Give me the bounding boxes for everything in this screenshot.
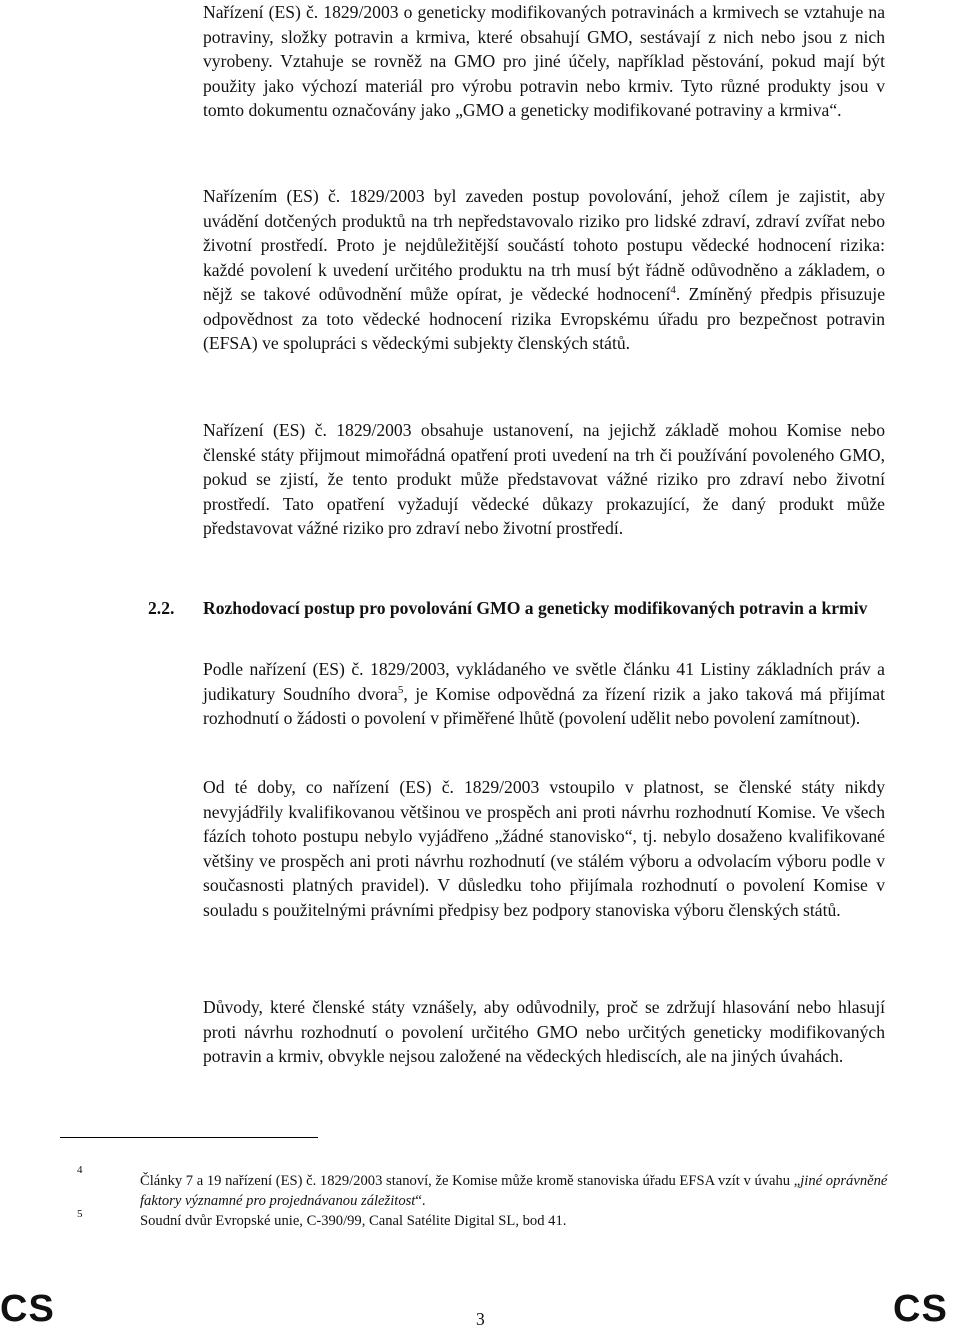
paragraph-text: Nařízení (ES) č. 1829/2003 o geneticky modifikovaných potravinách a krmivech se vztahuje na potraviny, složky potravin a krmiva, které obsahují GMO, sestávají z nich nebo jsou z nich vyrobeny. Vztahuje se rovněž na GMO pro jiné účely, například pěstování, pokud mají být použity jako výchozí materiál pro výrobu potravin nebo krmiv. Tyto různé produkty jsou v tomto dokumentu označovány jako „GMO a geneticky modifikované potraviny a krmiva“. [203,2,885,120]
paragraph-gmo-scope [203,0,885,123]
paragraph-text-continued: . Zmíněný předpis přisuzuje odpovědnost za toto vědecké hodnocení rizika Evropskému úřadu pro bezpečnost potravin (EFSA) ve spolupráci s vědeckými subjekty členských států. [203,284,885,353]
footnote-text-end: “. [415,1193,426,1209]
page-number: 3 [476,1309,485,1329]
footnote-mark-5: 5 [77,1208,83,1220]
section-heading: Rozhodovací postup pro povolování GMO a geneticky modifikovaných potravin a krmiv [203,598,868,618]
paragraph-commission-responsibility [203,657,885,731]
footnote-reference-4[interactable]: 4 [670,284,676,297]
paragraph-text: Důvody, které členské státy vznášely, aby odůvodnily, proč se zdržují hlasování nebo hlasují proti návrhu rozhodnutí o povolení určitého GMO nebo určitých geneticky modifikovaných potravin a krmiv, obvykle nejsou založené na vědeckých hlediscích, ale na jiných úvahách. [203,997,885,1066]
paragraph-text: Podle nařízení (ES) č. 1829/2003, vykládaného ve světle článku 41 Listiny základních práv a judikatury Soudního dvora [203,659,885,704]
language-code-right: CS [893,1288,948,1330]
section-number: 2.2. [148,598,175,618]
paragraph-text: Nařízení (ES) č. 1829/2003 obsahuje ustanovení, na jejichž základě mohou Komise nebo členské státy přijmout mimořádná opatření proti uvedení na trh či používání povoleného GMO, pokud se zjistí, že tento produkt může představovat vážné riziko pro zdraví nebo životní prostředí. Tato opatření vyžadují vědecké důkazy prokazující, že daný produkt může představovat vážné riziko pro zdraví nebo životní prostředí. [203,420,885,538]
paragraph-emergency-measures [203,418,885,541]
language-code-left: CS [0,1288,55,1330]
footnote-italic-quote: jiné oprávněné faktory významné pro projednávanou záležitost [140,1173,888,1209]
paragraph-no-opinion [203,775,885,922]
footnote-mark-4: 4 [77,1164,83,1176]
footnote-reference-5[interactable]: 5 [397,683,404,696]
paragraph-text-continued: , je Komise odpovědná za řízení rizik a jako taková má přijímat rozhodnutí o žádosti o povolení v přiměřené lhůtě (povolení udělit nebo povolení zamítnout). [203,683,885,728]
footnote-text: Soudní dvůr Evropské unie, C-390/99, Canal Satélite Digital SL, bod 41. [140,1213,567,1229]
paragraph-text: Nařízením (ES) č. 1829/2003 byl zaveden postup povolování, jehož cílem je zajistit, aby uvádění dotčených produktů na trh nepředstavovalo riziko pro lidské zdraví, zdraví zvířat nebo životní prostředí. Proto je nejdůležitější součástí tohoto postupu vědecké hodnocení rizika: každé povolení k uvedení určitého produktu na trh musí být řádně odůvodněno a základem, o nějž se takové odůvodnění může opírat, je vědecké hodnocení [203,186,885,304]
paragraph-authorisation-procedure [203,184,885,356]
footnote-text: Články 7 a 19 nařízení (ES) č. 1829/2003 stanoví, že Komise může kromě stanoviska úřadu EFSA vzít v úvahu „ [140,1173,801,1189]
footnote-separator [60,1137,318,1138]
footnote-5 [140,1211,900,1231]
paragraph-member-state-reasons [203,995,885,1069]
paragraph-text: Od té doby, co nařízení (ES) č. 1829/2003 vstoupilo v platnost, se členské státy nikdy nevyjádřily kvalifikovanou většinou ve prospěch ani proti návrhu rozhodnutí Komise. Ve všech fázích tohoto postupu nebylo vyjádřeno „žádné stanovisko“, tj. nebylo dosaženo kvalifikované většiny ve prospěch ani proti návrhu rozhodnutí (ve stálém výboru a odvolacím výboru podle v současnosti platných pravidel). V důsledku toho přijímala rozhodnutí o povolení Komise v souladu s použitelnými právními předpisy bez podpory stanoviska výboru členských států. [203,777,885,920]
footnote-4 [140,1171,900,1211]
